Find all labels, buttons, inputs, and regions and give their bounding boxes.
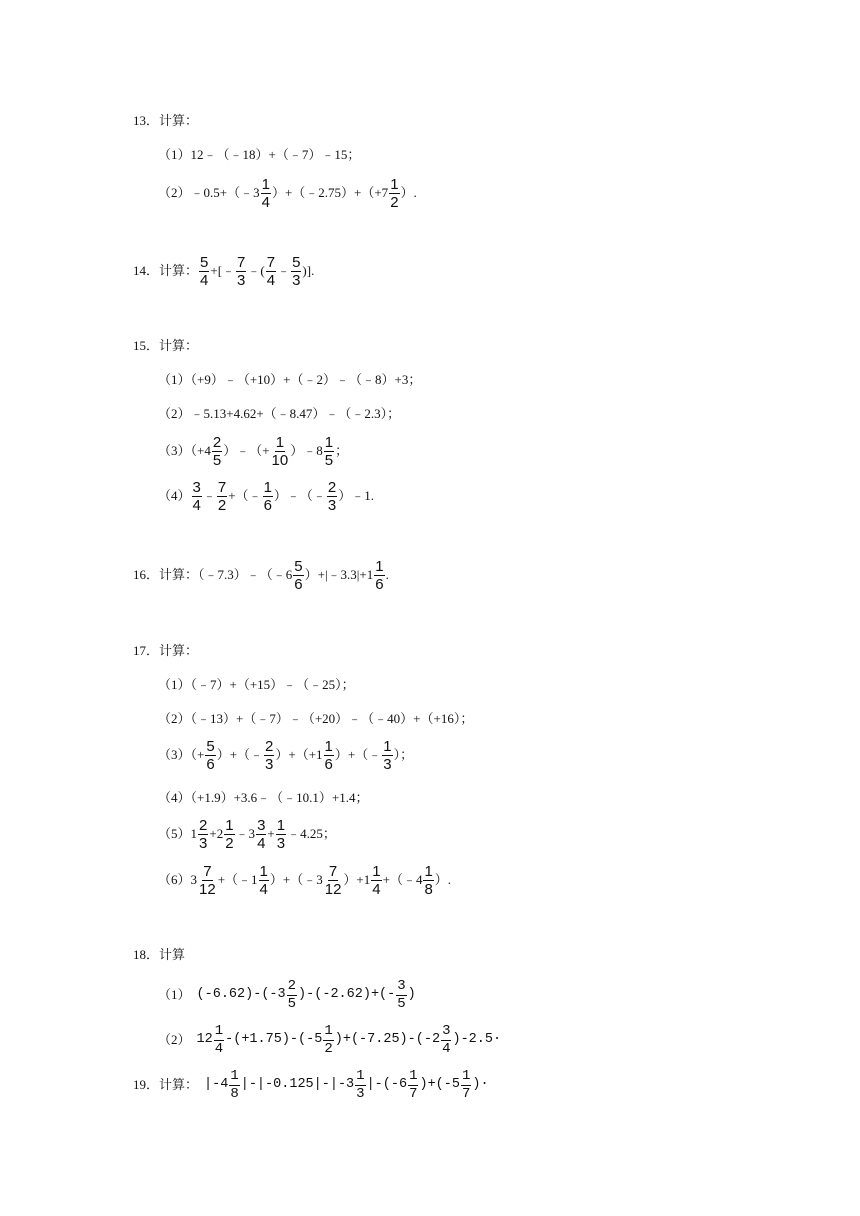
problem-18-part-1: （1） (-6.62)-(-3 $\frac{2}{5}$ )-(-2.62)+(- $\frac{3}{5}$ ) <box>158 977 416 1012</box>
fraction: $\frac{5}{6}$ <box>206 737 215 773</box>
fraction: $\frac{2}{3}$ <box>265 737 274 773</box>
fraction: $\frac{1}{4}$ <box>261 175 270 211</box>
problem-13-part-2: （2）﹣0.5+（﹣3 $\frac{1}{4}$ ）+（﹣2.75）+（+7 $\frac{1}{2}$ ）. <box>158 175 417 211</box>
fraction: $\frac{1}{4}$ <box>372 862 381 898</box>
fraction: $\frac{1}{8}$ <box>230 1067 239 1102</box>
fraction: $\frac{5}{4}$ <box>200 253 209 289</box>
problem-15-part-1: （1）（+9）﹣（+10）+（﹣2）﹣（﹣8）+3； <box>158 372 422 387</box>
problem-14: 14．计算： $\frac{5}{4}$ +[﹣ $\frac{7}{3}$ ﹣( $\frac{7}{4}$ ﹣ $\frac{5}{3}$ )]. <box>133 253 315 289</box>
problem-17-title: 17．计算： <box>133 643 199 658</box>
fraction: $\frac{1}{10}$ <box>271 433 289 469</box>
problem-16: 16．计算：（﹣7.3）﹣（﹣6 $\frac{5}{6}$ ）+|﹣3.3|+1 $\frac{1}{6}$ . <box>133 557 389 593</box>
fraction: $\frac{2}{3}$ <box>327 478 337 514</box>
fraction: $\frac{2}{5}$ <box>287 977 297 1012</box>
fraction: $\frac{7}{12}$ <box>199 862 216 898</box>
fraction: $\frac{1}{4}$ <box>214 1022 224 1057</box>
fraction: $\frac{1}{7}$ <box>462 1067 471 1102</box>
fraction: $\frac{2}{3}$ <box>199 816 208 852</box>
fraction: $\frac{3}{4}$ <box>442 1022 451 1057</box>
fraction: $\frac{7}{4}$ <box>266 253 276 289</box>
problem-17-part-3: （3）（+ $\frac{5}{6}$ ）+（﹣ $\frac{2}{3}$ ）+（+1 $\frac{1}{6}$ ）+（﹣ $\frac{1}{3}$ ）； <box>158 737 414 773</box>
fraction: $\frac{1}{5}$ <box>324 433 334 469</box>
fraction: $\frac{5}{3}$ <box>292 253 301 289</box>
fraction: $\frac{1}{3}$ <box>383 737 392 773</box>
fraction: $\frac{2}{5}$ <box>212 433 222 469</box>
fraction: $\frac{1}{6}$ <box>324 737 333 773</box>
problem-15-title: 15．计算： <box>133 338 199 353</box>
fraction: $\frac{3}{4}$ <box>192 478 201 514</box>
fraction: $\frac{7}{12}$ <box>324 862 342 898</box>
problem-15-part-4: （4） $\frac{3}{4}$ ﹣ $\frac{7}{2}$ +（﹣ $\frac{1}{6}$ ）﹣（﹣ $\frac{2}{3}$ ）﹣1. <box>158 478 375 514</box>
fraction: $\frac{7}{3}$ <box>237 253 246 289</box>
fraction: $\frac{1}{7}$ <box>409 1067 418 1102</box>
fraction: $\frac{1}{4}$ <box>259 862 268 898</box>
problem-17-part-1: （1）（﹣7）+（+15）﹣（﹣25）； <box>158 677 355 692</box>
problem-17-part-6: （6）3 $\frac{7}{12}$ +（﹣1 $\frac{1}{4}$ ）+（﹣3 $\frac{7}{12}$ ）+1 $\frac{1}{4}$ +（﹣4 $\frac{1}{8}$ ）. <box>158 862 452 898</box>
fraction: $\frac{1}{6}$ <box>263 478 272 514</box>
fraction: $\frac{1}{6}$ <box>375 557 384 593</box>
fraction: $\frac{1}{2}$ <box>390 175 399 211</box>
fraction: $\frac{3}{5}$ <box>397 977 406 1012</box>
problem-17-part-2: （2）（﹣13）+（﹣7）﹣（+20）﹣（﹣40）+（+16）； <box>158 711 474 726</box>
fraction: $\frac{1}{3}$ <box>276 816 286 852</box>
fraction: $\frac{5}{6}$ <box>294 557 303 593</box>
problem-19: 19．计算： |-4 $\frac{1}{8}$ |-|-0.125|-|-3 $\frac{1}{3}$ |-(-6 $\frac{1}{7}$ )+(-5 $\frac{1}{7}$ )· <box>133 1067 489 1102</box>
problem-13-part-1: （1）12﹣（﹣18）+（﹣7）﹣15； <box>158 147 361 162</box>
fraction: $\frac{7}{2}$ <box>217 478 227 514</box>
problem-17-part-5: （5）1 $\frac{2}{3}$ +2 $\frac{1}{2}$ ﹣3 $\frac{3}{4}$ + $\frac{1}{3}$ ﹣4.25； <box>158 816 336 852</box>
problem-15-part-3: （3）（+4 $\frac{2}{5}$ ）﹣（+ $\frac{1}{10}$ ）﹣8 $\frac{1}{5}$ ； <box>158 433 349 469</box>
problem-17-part-4: （4）（+1.9）+3.6﹣（﹣10.1）+1.4； <box>158 790 369 805</box>
fraction: $\frac{1}{2}$ <box>225 816 234 852</box>
fraction: $\frac{1}{3}$ <box>356 1067 365 1102</box>
fraction: $\frac{1}{8}$ <box>424 862 433 898</box>
problem-15-part-2: （2）﹣5.13+4.62+（﹣8.47）﹣（﹣2.3）； <box>158 406 401 421</box>
fraction: $\frac{3}{4}$ <box>257 816 266 852</box>
problem-18-part-2: （2） 12 $\frac{1}{4}$ -(+1.75)-(-5 $\frac{1}{2}$ )+(-7.25)-(-2 $\frac{3}{4}$ )-2.5· <box>158 1022 502 1057</box>
fraction: $\frac{1}{2}$ <box>324 1022 333 1057</box>
problem-13-title: 13．计算： <box>133 113 199 128</box>
problem-18-title: 18．计算 <box>133 947 186 962</box>
